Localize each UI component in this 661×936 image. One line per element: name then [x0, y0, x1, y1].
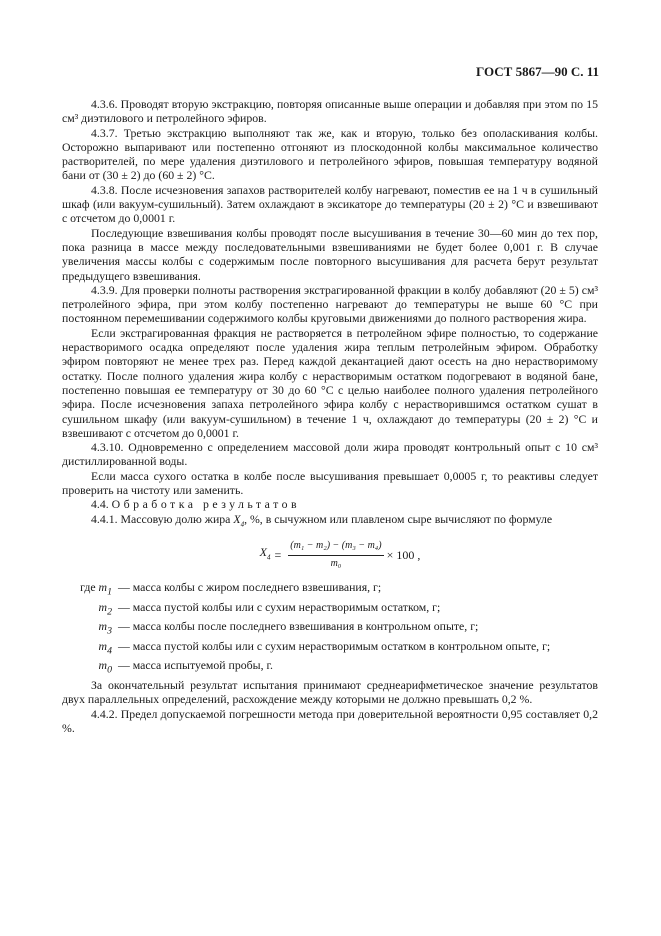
formula-multiplier: × 100 , [386, 547, 421, 562]
paragraph: 4.3.10. Одновременно с определением массовой доли жира проводят контрольный опыт с 10 см³ дистиллированной воды. [62, 440, 598, 469]
paragraph: 4.3.8. После исчезновения запахов растворителей колбу нагревают, поместив ее на 1 ч в сушильный шкаф (или вакуум-сушильный). Затем охлаждают в эксикаторе до температуры (20 ± 2) °С и взвешивают с отсчетом до 0,0001 г. [62, 182, 598, 226]
legend-row: где $m_1$ — масса колбы с жиром последнего взвешивания, г; [62, 580, 598, 600]
formula [62, 539, 598, 571]
page-header: ГОСТ 5867—90 С. 11 [476, 64, 599, 79]
paragraph: 4.4.2. Предел допускаемой погрешности метода при доверительной вероятности 0,95 составляет 0,2 %. [62, 706, 598, 736]
paragraph: 4.3.6. Проводят вторую экстракцию, повторяя описанные выше операции и добавляя при этом по 15 см³ диэтилового и петролейного эфиров. [62, 97, 598, 126]
section-title: Обработка результатов [111, 497, 301, 512]
formula-numerator: (m₁ − m₂) − (m₃ − m₄) [288, 539, 383, 555]
legend-text: — масса испытуемой пробы, г. [118, 658, 273, 673]
formula-fraction [288, 539, 383, 571]
legend-text: — масса пустой колбы или с сухим нерастворимым остатком в контрольном опыте, г; [118, 638, 551, 653]
legend-where: где [80, 579, 96, 594]
legend-text: — масса колбы с жиром последнего взвешивания, г; [118, 579, 382, 594]
section-number: 4.4. [91, 497, 109, 512]
formula-intro-text-2: , %, в сычужном или плавленом сыре вычисляют по формуле [244, 511, 553, 526]
paragraph: 4.3.9. Для проверки полноты растворения экстрагированной фракции в колбу добавляют (20 ± 5) см³ петролейного эфира, при этом колбу постепенно нагревают до температуры не выше 60 °С при постоянном перемешивании содержимого колбы круговыми движениями до полного растворения жира. [62, 282, 598, 326]
legend-row: $m_4$ — масса пустой колбы или с сухим нерастворимым остатком в контрольном опыте, г; [62, 639, 598, 659]
formula-intro [62, 512, 598, 532]
formula-equals: = [274, 547, 282, 562]
formula-denominator: m₀ [330, 557, 342, 569]
legend-row: $m_0$ — масса испытуемой пробы, г. [62, 658, 598, 678]
document-body [62, 97, 598, 735]
legend-row: $m_3$ — масса колбы после последнего взвешивания в контрольном опыте, г; [62, 619, 598, 639]
section-heading [62, 497, 598, 511]
legend-text: — масса пустой колбы или с сухим нерастворимым остатком, г; [118, 599, 441, 614]
paragraph: 4.3.7. Третью экстракцию выполняют так же, как и вторую, только без ополаскивания колбы. Осторожно выпаривают или постепенно отгоняют из плоскодонной колбы максимальное количество растворителей, по мере удаления диэтилового и петролейного эфиров, повышая температуру водяной бани от (30 ± 2) до (60 ± 2) °С. [62, 125, 598, 183]
formula-intro-text: 4.4.1. Массовую долю жира [91, 511, 234, 526]
paragraph: Если экстрагированная фракция не растворяется в петролейном эфире полностью, то содержание нерастворимого осадка определяют после удаления жира теплым петролейным эфиром. Обработку эфиром повторяют не менее трех раз. Перед каждой декантацией дают осесть на дно нерастворимому остатку. После полного удаления жира колбу с нерастворимым остатком подогревают в водяной бане, постепенно повышая ее температуру от 30 до 60 °С с целью наиболее полного удаления петролейного эфира. После исчезновения запаха петролейного эфира колбу с нерастворившимся остатком сушат в сушильном шкафу (или вакуум-сушильном) в течение 1 ч, охлаждают до температуры (20 ± 2) °С и взвешивают с отсчетом до 0,0001 г. [62, 325, 598, 440]
formula-legend [62, 580, 598, 678]
formula-lhs: $X_4$ [259, 545, 271, 562]
paragraph: За окончательный результат испытания принимают среднеарифметическое значение результатов двух параллельных определений, расхождение между которыми не должно превышать 0,2 %. [62, 678, 598, 707]
paragraph: Последующие взвешивания колбы проводят после высушивания в течение 30—60 мин до тех пор, пока разница в массе между последовательными взвешиваниями не будет более 0,001 г. В случае увеличения массы колбы с содержимым после повторного высушивания для расчета берут результат предыдущего взвешивания. [62, 225, 598, 283]
formula-intro-var: $X_4$ [233, 511, 245, 528]
legend-text: — масса колбы после последнего взвешивания в контрольном опыте, г; [118, 619, 479, 634]
paragraph: Если масса сухого остатка в колбе после высушивания превышает 0,0005 г, то реактивы следует проверить на чистоту или заменить. [62, 468, 598, 498]
legend-row: $m_2$ — масса пустой колбы или с сухим нерастворимым остатком, г; [62, 600, 598, 620]
